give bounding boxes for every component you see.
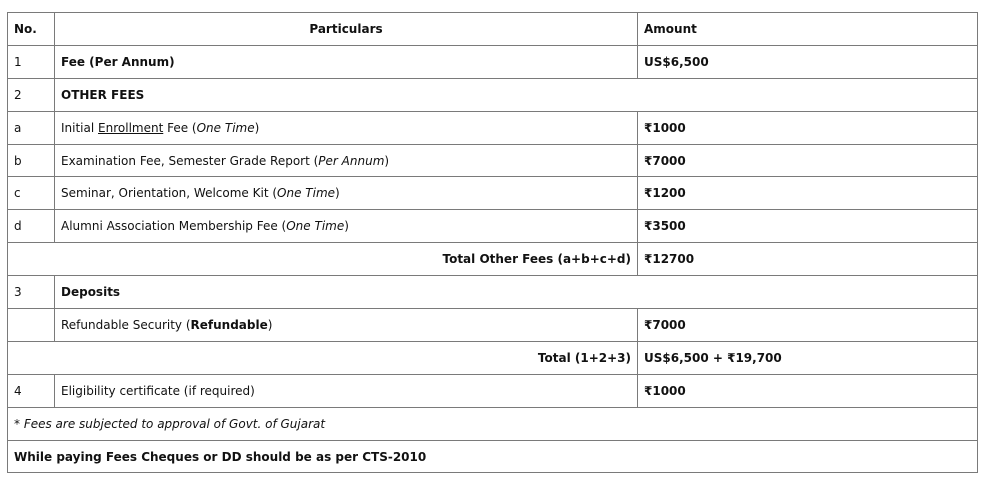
row-no: 1	[8, 45, 55, 78]
grand-total-label: Total (1+2+3)	[8, 341, 638, 374]
cheque-note: While paying Fees Cheques or DD should be as per CTS-2010	[8, 440, 978, 473]
table-row	[8, 309, 978, 342]
row-text: )	[254, 120, 260, 135]
row-amount: ₹7000	[638, 309, 978, 342]
row-text: Fee (	[163, 120, 197, 135]
row-text-italic: One Time	[286, 219, 345, 234]
row-amount: ₹1000	[638, 374, 978, 407]
row-particulars: Eligibility certificate (if required)	[55, 374, 638, 407]
total-other-fees-amount: ₹12700	[638, 243, 978, 276]
row-text: )	[344, 219, 349, 234]
row-no: 2	[8, 78, 55, 111]
header-amount: Amount	[638, 13, 978, 46]
row-particulars: Deposits	[55, 276, 978, 309]
header-particulars: Particulars	[55, 13, 638, 46]
table-row	[8, 177, 978, 210]
row-text: Initial	[61, 120, 99, 135]
row-amount: ₹3500	[638, 210, 978, 243]
cheque-note-row	[8, 440, 978, 473]
total-other-fees-row	[8, 243, 978, 276]
row-text: )	[267, 317, 273, 332]
row-no	[8, 309, 55, 342]
table-row	[8, 276, 978, 309]
table-row	[8, 111, 978, 144]
row-text: Refundable Security (	[61, 317, 191, 332]
row-amount: ₹7000	[638, 144, 978, 177]
row-amount: US$6,500	[638, 45, 978, 78]
row-no: 3	[8, 276, 55, 309]
table-row	[8, 45, 978, 78]
row-text: Seminar, Orientation, Welcome Kit (	[61, 186, 278, 201]
row-particulars	[55, 177, 638, 210]
row-particulars	[55, 309, 638, 342]
row-particulars: OTHER FEES	[55, 78, 978, 111]
table-header-row	[8, 13, 978, 46]
row-text-italic: Per Annum	[318, 153, 385, 168]
row-text-bold: Refundable	[190, 317, 268, 332]
row-particulars: Fee (Per Annum)	[55, 45, 638, 78]
table-row	[8, 210, 978, 243]
row-no: a	[8, 111, 55, 144]
row-no: b	[8, 144, 55, 177]
table-row	[8, 144, 978, 177]
row-amount: ₹1000	[638, 111, 978, 144]
row-text: )	[335, 186, 340, 201]
row-no: d	[8, 210, 55, 243]
row-particulars	[55, 144, 638, 177]
approval-note: * Fees are subjected to approval of Govt. of Gujarat	[8, 407, 978, 440]
table-row	[8, 374, 978, 407]
header-no: No.	[8, 13, 55, 46]
fee-structure-table	[7, 12, 978, 473]
row-particulars	[55, 210, 638, 243]
total-other-fees-label: Total Other Fees (a+b+c+d)	[8, 243, 638, 276]
table-row	[8, 78, 978, 111]
footnote-row	[8, 407, 978, 440]
row-text: )	[384, 153, 390, 168]
row-text-italic: One Time	[277, 186, 336, 201]
grand-total-amount: US$6,500 + ₹19,700	[638, 341, 978, 374]
row-text: Alumni Association Membership Fee (	[61, 219, 287, 234]
row-no: c	[8, 177, 55, 210]
row-no: 4	[8, 374, 55, 407]
row-text: Examination Fee, Semester Grade Report (	[61, 153, 319, 168]
grand-total-row	[8, 341, 978, 374]
row-text-italic: One Time	[196, 120, 255, 135]
row-text-underlined: Enrollment	[98, 120, 164, 135]
row-amount: ₹1200	[638, 177, 978, 210]
row-particulars	[55, 111, 638, 144]
